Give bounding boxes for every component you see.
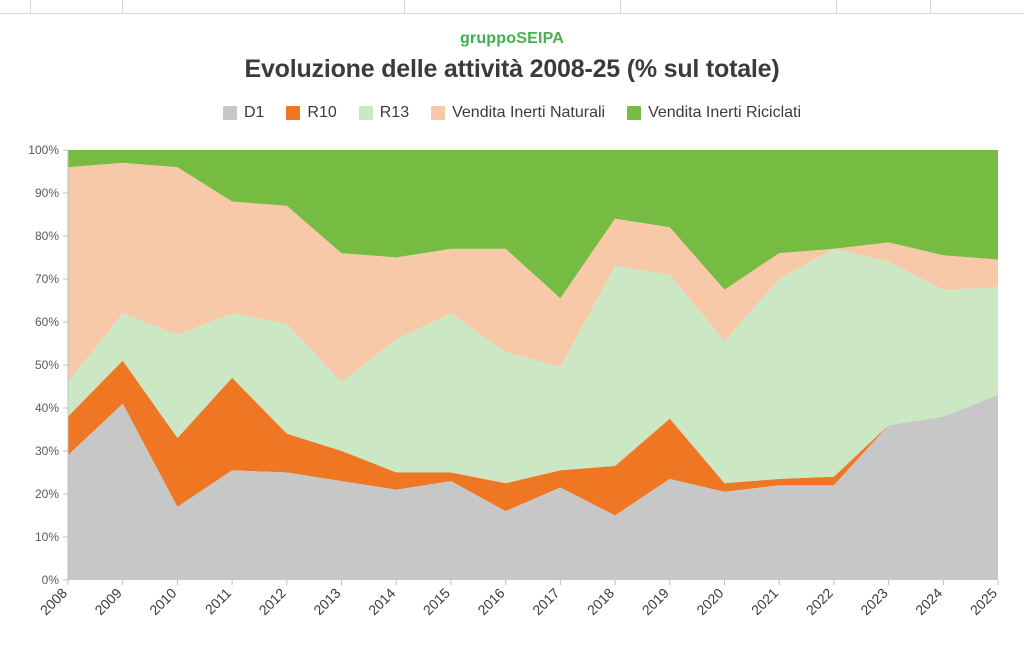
- brand-suffix: SEIPA: [516, 30, 565, 47]
- legend-label-r13: R13: [379, 104, 410, 121]
- chart-legend: [0, 104, 1024, 122]
- legend-item-r10: [286, 104, 336, 122]
- x-tick-label: 2012: [255, 584, 289, 619]
- legend-label-vendita-inerti-riciclati: Vendita Inerti Riciclati: [648, 104, 802, 121]
- y-tick-label: 40%: [34, 401, 59, 415]
- x-tick-label: 2023: [857, 584, 891, 619]
- legend-item-vendita-inerti-riciclati: [627, 104, 801, 122]
- stacked-area-chart: [0, 140, 1024, 658]
- y-tick-label: 70%: [34, 272, 59, 286]
- y-tick-label: 30%: [34, 444, 59, 458]
- legend-label-d1: D1: [243, 104, 265, 121]
- legend-label-r10: R10: [307, 104, 337, 121]
- x-tick-label: 2022: [802, 584, 837, 619]
- legend-swatch-r10: [286, 106, 300, 120]
- legend-item-vendita-inerti-naturali: [431, 104, 605, 122]
- x-tick-label: 2020: [693, 584, 727, 619]
- x-tick-label: 2008: [36, 584, 71, 619]
- legend-item-r13: [359, 104, 409, 122]
- legend-swatch-d1: [223, 106, 237, 120]
- y-tick-label: 20%: [34, 487, 59, 501]
- y-tick-label: 90%: [34, 186, 59, 200]
- y-tick-label: 80%: [34, 229, 59, 243]
- legend-item-d1: [223, 104, 264, 122]
- legend-label-vendita-inerti-naturali: Vendita Inerti Naturali: [452, 104, 606, 121]
- legend-swatch-vendita-inerti-naturali: [431, 106, 445, 120]
- x-tick-label: 2024: [912, 584, 946, 619]
- chart-area: [0, 140, 1024, 658]
- x-tick-label: 2016: [474, 584, 508, 619]
- x-tick-label: 2013: [310, 584, 344, 619]
- x-tick-label: 2017: [529, 584, 563, 619]
- x-tick-label: 2010: [146, 584, 180, 619]
- legend-swatch-r13: [359, 106, 373, 120]
- x-tick-label: 2019: [638, 584, 672, 619]
- y-tick-label: 100%: [28, 143, 59, 157]
- x-tick-label: 2021: [747, 584, 782, 619]
- y-tick-label: 10%: [34, 530, 59, 544]
- legend-swatch-vendita-inerti-riciclati: [627, 106, 641, 120]
- y-tick-label: 50%: [34, 358, 59, 372]
- y-tick-label: 0%: [41, 573, 59, 587]
- x-tick-label: 2015: [419, 584, 454, 619]
- x-tick-label: 2018: [583, 584, 618, 619]
- y-tick-label: 60%: [34, 315, 59, 329]
- x-tick-label: 2011: [201, 584, 235, 618]
- brand-prefix: gruppo: [459, 30, 517, 47]
- brand-logo: [0, 30, 1024, 48]
- x-tick-label: 2025: [966, 584, 1001, 619]
- x-tick-label: 2014: [365, 584, 399, 619]
- x-tick-label: 2009: [91, 584, 125, 619]
- page-title: Evoluzione delle attività 2008-25 (% sul totale): [244, 55, 780, 83]
- top-page-rule: [0, 0, 1024, 14]
